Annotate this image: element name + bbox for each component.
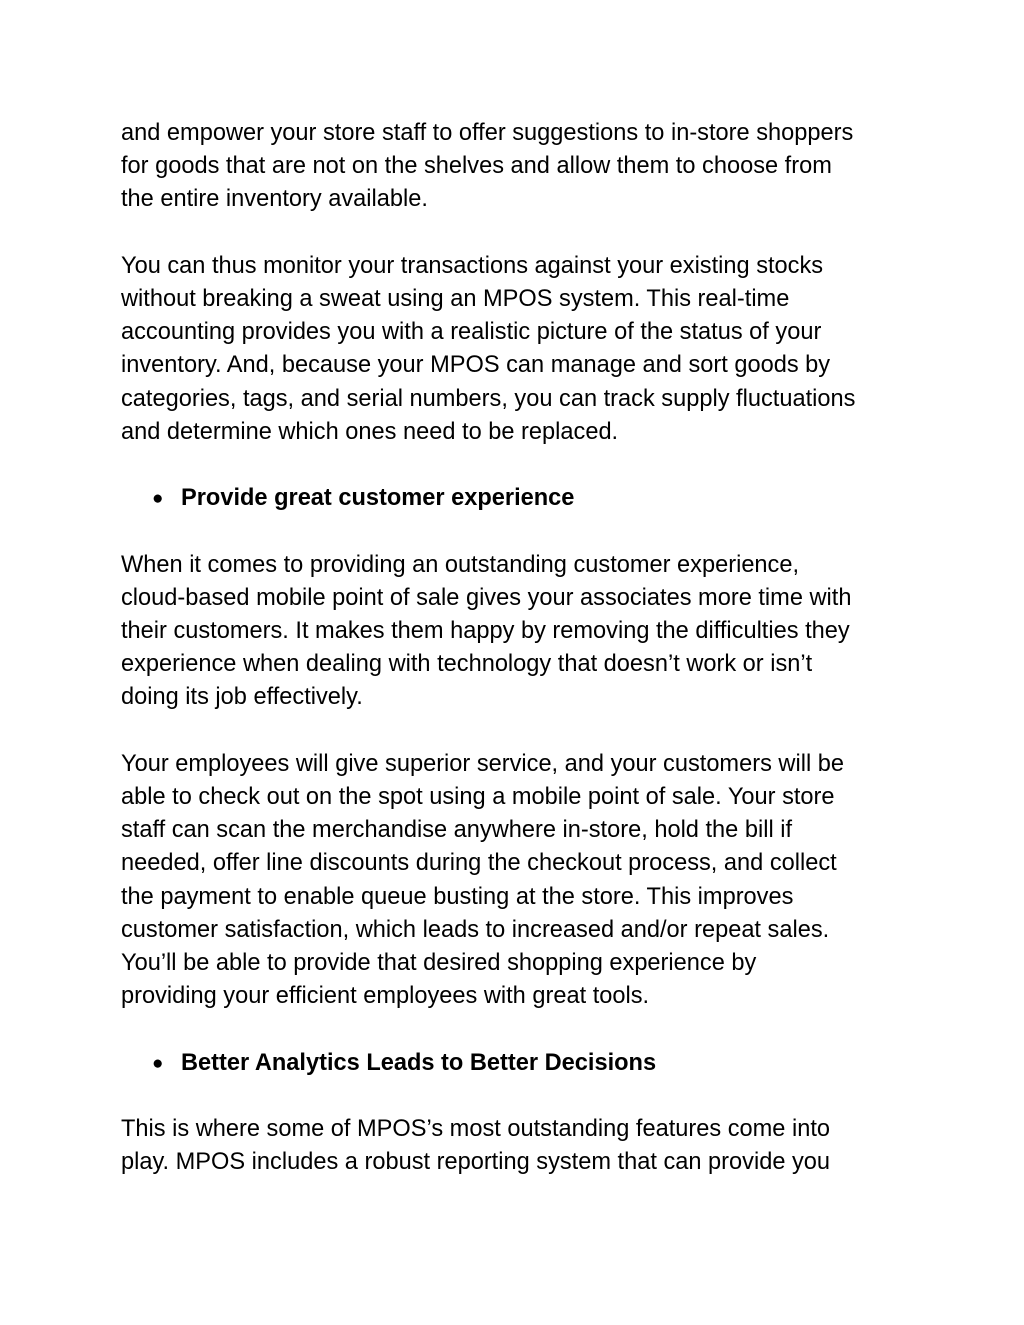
text-line: needed, offer line discounts during the checkout process, and collect <box>121 850 837 877</box>
text-line: cloud-based mobile point of sale gives your associates more time with <box>121 584 852 611</box>
text-line: Your employees will give superior service, and your customers will be <box>121 750 844 777</box>
text-line: doing its job effectively. <box>121 684 363 711</box>
text-line: customer satisfaction, which leads to increased and/or repeat sales. <box>121 916 830 943</box>
text-line: inventory. And, because your MPOS can manage and sort goods by <box>121 352 831 379</box>
paragraph-employee-service <box>121 748 911 1014</box>
text-line: providing your efficient employees with great tools. <box>121 983 650 1010</box>
text-line: and determine which ones need to be replaced. <box>121 418 619 445</box>
text-line: without breaking a sweat using an MPOS system. This real-time <box>121 286 790 312</box>
bullet-heading-better-analytics <box>121 1047 911 1080</box>
text-line: the entire inventory available. <box>121 186 428 213</box>
paragraph-monitor-transactions <box>121 250 911 449</box>
paragraph-mpos-reporting <box>121 1113 911 1179</box>
paragraph-customer-experience <box>121 549 911 715</box>
text-line: You can thus monitor your transactions against your existing stocks <box>121 252 824 279</box>
document-page <box>121 117 911 1213</box>
bullet-heading-text: Better Analytics Leads to Better Decisions <box>181 1049 657 1076</box>
text-line: and empower your store staff to offer suggestions to in-store shoppers <box>121 120 854 146</box>
text-line: categories, tags, and serial numbers, you can track supply fluctuations <box>121 385 856 412</box>
text-line: You’ll be able to provide that desired shopping experience by <box>121 950 757 977</box>
bullet-icon: ● <box>152 488 164 510</box>
text-line: for goods that are not on the shelves and allow them to choose from <box>121 153 832 180</box>
text-line: When it comes to providing an outstanding customer experience, <box>121 551 800 578</box>
bullet-icon: ● <box>152 1052 164 1074</box>
text-line: experience when dealing with technology that doesn’t work or isn’t <box>121 651 813 678</box>
text-line: able to check out on the spot using a mobile point of sale. Your store <box>121 784 835 810</box>
text-line: the payment to enable queue busting at the store. This improves <box>121 883 794 910</box>
bullet-heading-customer-experience <box>121 482 911 515</box>
paragraph-inventory-suggestions <box>121 117 911 217</box>
text-line: play. MPOS includes a robust reporting system that can provide you <box>121 1149 831 1176</box>
bullet-heading-text: Provide great customer experience <box>181 485 575 512</box>
text-line: staff can scan the merchandise anywhere in-store, hold the bill if <box>121 817 793 844</box>
text-line: This is where some of MPOS’s most outstanding features come into <box>121 1116 830 1142</box>
text-line: accounting provides you with a realistic picture of the status of your <box>121 319 822 346</box>
text-line: their customers. It makes them happy by removing the difficulties they <box>121 618 850 644</box>
